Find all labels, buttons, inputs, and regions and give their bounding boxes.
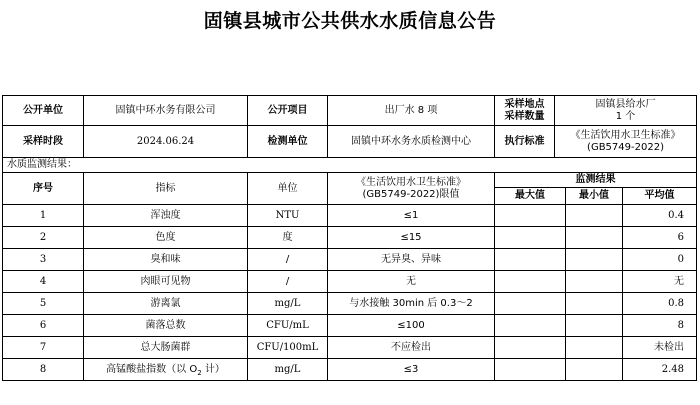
row-max — [495, 271, 566, 293]
item-value: 出厂水 8 项 — [328, 96, 495, 126]
table-row — [3, 227, 697, 249]
row-avg: 无 — [623, 271, 697, 293]
row-indicator: 色度 — [84, 227, 248, 249]
row-min — [566, 293, 623, 315]
row-avg: 0 — [623, 249, 697, 271]
table-row — [3, 337, 697, 359]
row-no: 8 — [3, 359, 84, 381]
period-label: 采样时段 — [3, 126, 84, 158]
header-limit-line1: 《生活饮用水卫生标准》 — [356, 176, 466, 188]
row-no: 7 — [3, 337, 84, 359]
row-max — [495, 205, 566, 227]
header-monitor: 监测结果 — [495, 173, 697, 188]
row-avg: 0.8 — [623, 293, 697, 315]
row-max — [495, 249, 566, 271]
row-limit: 无异臭、异味 — [328, 249, 495, 271]
header-indicator: 指标 — [84, 173, 248, 205]
page-title: 固镇县城市公共供水水质信息公告 — [203, 10, 497, 32]
row-limit: 与水接触 30min 后 0.3～2 — [328, 293, 495, 315]
results-title: 水质监测结果： — [3, 158, 697, 173]
row-indicator-suffix: 计） — [201, 363, 225, 375]
lab-value: 固镇中环水务水质检测中心 — [328, 126, 495, 158]
row-avg: 未检出 — [623, 337, 697, 359]
standard-value — [555, 126, 697, 158]
row-max — [495, 227, 566, 249]
header-min: 最小值 — [566, 188, 623, 205]
header-limit — [328, 173, 495, 205]
row-max — [495, 359, 566, 381]
row-max — [495, 337, 566, 359]
row-min — [566, 337, 623, 359]
row-min — [566, 315, 623, 337]
row-no: 3 — [3, 249, 84, 271]
row-no: 4 — [3, 271, 84, 293]
row-min — [566, 271, 623, 293]
row-unit: / — [248, 271, 328, 293]
row-limit: 不应检出 — [328, 337, 495, 359]
row-indicator: 肉眼可见物 — [84, 271, 248, 293]
row-indicator-sub: 2 — [197, 368, 202, 377]
count-value: 1 个 — [615, 110, 636, 122]
row-min — [566, 359, 623, 381]
table-row — [3, 359, 697, 381]
row-max — [495, 315, 566, 337]
standard-code: (GB5749-2022) — [587, 141, 664, 153]
info-row-1 — [3, 96, 697, 126]
row-no: 2 — [3, 227, 84, 249]
info-row-2 — [3, 126, 697, 158]
row-unit: mg/L — [248, 359, 328, 381]
row-indicator — [84, 359, 248, 381]
item-label: 公开项目 — [248, 96, 328, 126]
row-limit: ≤100 — [328, 315, 495, 337]
row-unit: CFU/100mL — [248, 337, 328, 359]
site-count-values — [555, 96, 697, 126]
count-label: 采样数量 — [504, 110, 545, 122]
row-unit: / — [248, 249, 328, 271]
header-no: 序号 — [3, 173, 84, 205]
period-value: 2024.06.24 — [84, 126, 248, 158]
row-indicator: 总大肠菌群 — [84, 337, 248, 359]
header-avg: 平均值 — [623, 188, 697, 205]
water-quality-table — [2, 95, 697, 381]
table-row — [3, 249, 697, 271]
table-row — [3, 271, 697, 293]
row-avg: 8 — [623, 315, 697, 337]
row-avg: 6 — [623, 227, 697, 249]
row-indicator-prefix: 高锰酸盐指数（以 O — [106, 363, 198, 375]
publisher-label: 公开单位 — [3, 96, 84, 126]
publisher-value: 固镇中环水务有限公司 — [84, 96, 248, 126]
row-no: 1 — [3, 205, 84, 227]
row-indicator: 菌落总数 — [84, 315, 248, 337]
site-label: 采样地点 — [504, 98, 545, 110]
header-limit-line2: (GB5749-2022)限值 — [362, 188, 460, 200]
header-unit: 单位 — [248, 173, 328, 205]
row-min — [566, 227, 623, 249]
header-max: 最大值 — [495, 188, 566, 205]
row-min — [566, 249, 623, 271]
table-row — [3, 315, 697, 337]
standard-label: 执行标准 — [495, 126, 555, 158]
row-limit: 无 — [328, 271, 495, 293]
row-avg: 0.4 — [623, 205, 697, 227]
row-limit: ≤15 — [328, 227, 495, 249]
standard-name: 《生活饮用水卫生标准》 — [570, 129, 681, 141]
row-indicator: 游离氯 — [84, 293, 248, 315]
table-row — [3, 205, 697, 227]
row-avg: 2.48 — [623, 359, 697, 381]
row-no: 5 — [3, 293, 84, 315]
row-indicator: 臭和味 — [84, 249, 248, 271]
site-count-labels — [495, 96, 555, 126]
row-min — [566, 205, 623, 227]
results-title-row — [3, 158, 697, 173]
row-unit: NTU — [248, 205, 328, 227]
site-value: 固镇县给水厂 — [595, 98, 656, 110]
row-unit: mg/L — [248, 293, 328, 315]
lab-label: 检测单位 — [248, 126, 328, 158]
row-unit: CFU/mL — [248, 315, 328, 337]
row-no: 6 — [3, 315, 84, 337]
table-row — [3, 293, 697, 315]
row-indicator: 浑浊度 — [84, 205, 248, 227]
row-limit: ≤1 — [328, 205, 495, 227]
header-row-1 — [3, 173, 697, 188]
row-limit: ≤3 — [328, 359, 495, 381]
row-max — [495, 293, 566, 315]
row-unit: 度 — [248, 227, 328, 249]
